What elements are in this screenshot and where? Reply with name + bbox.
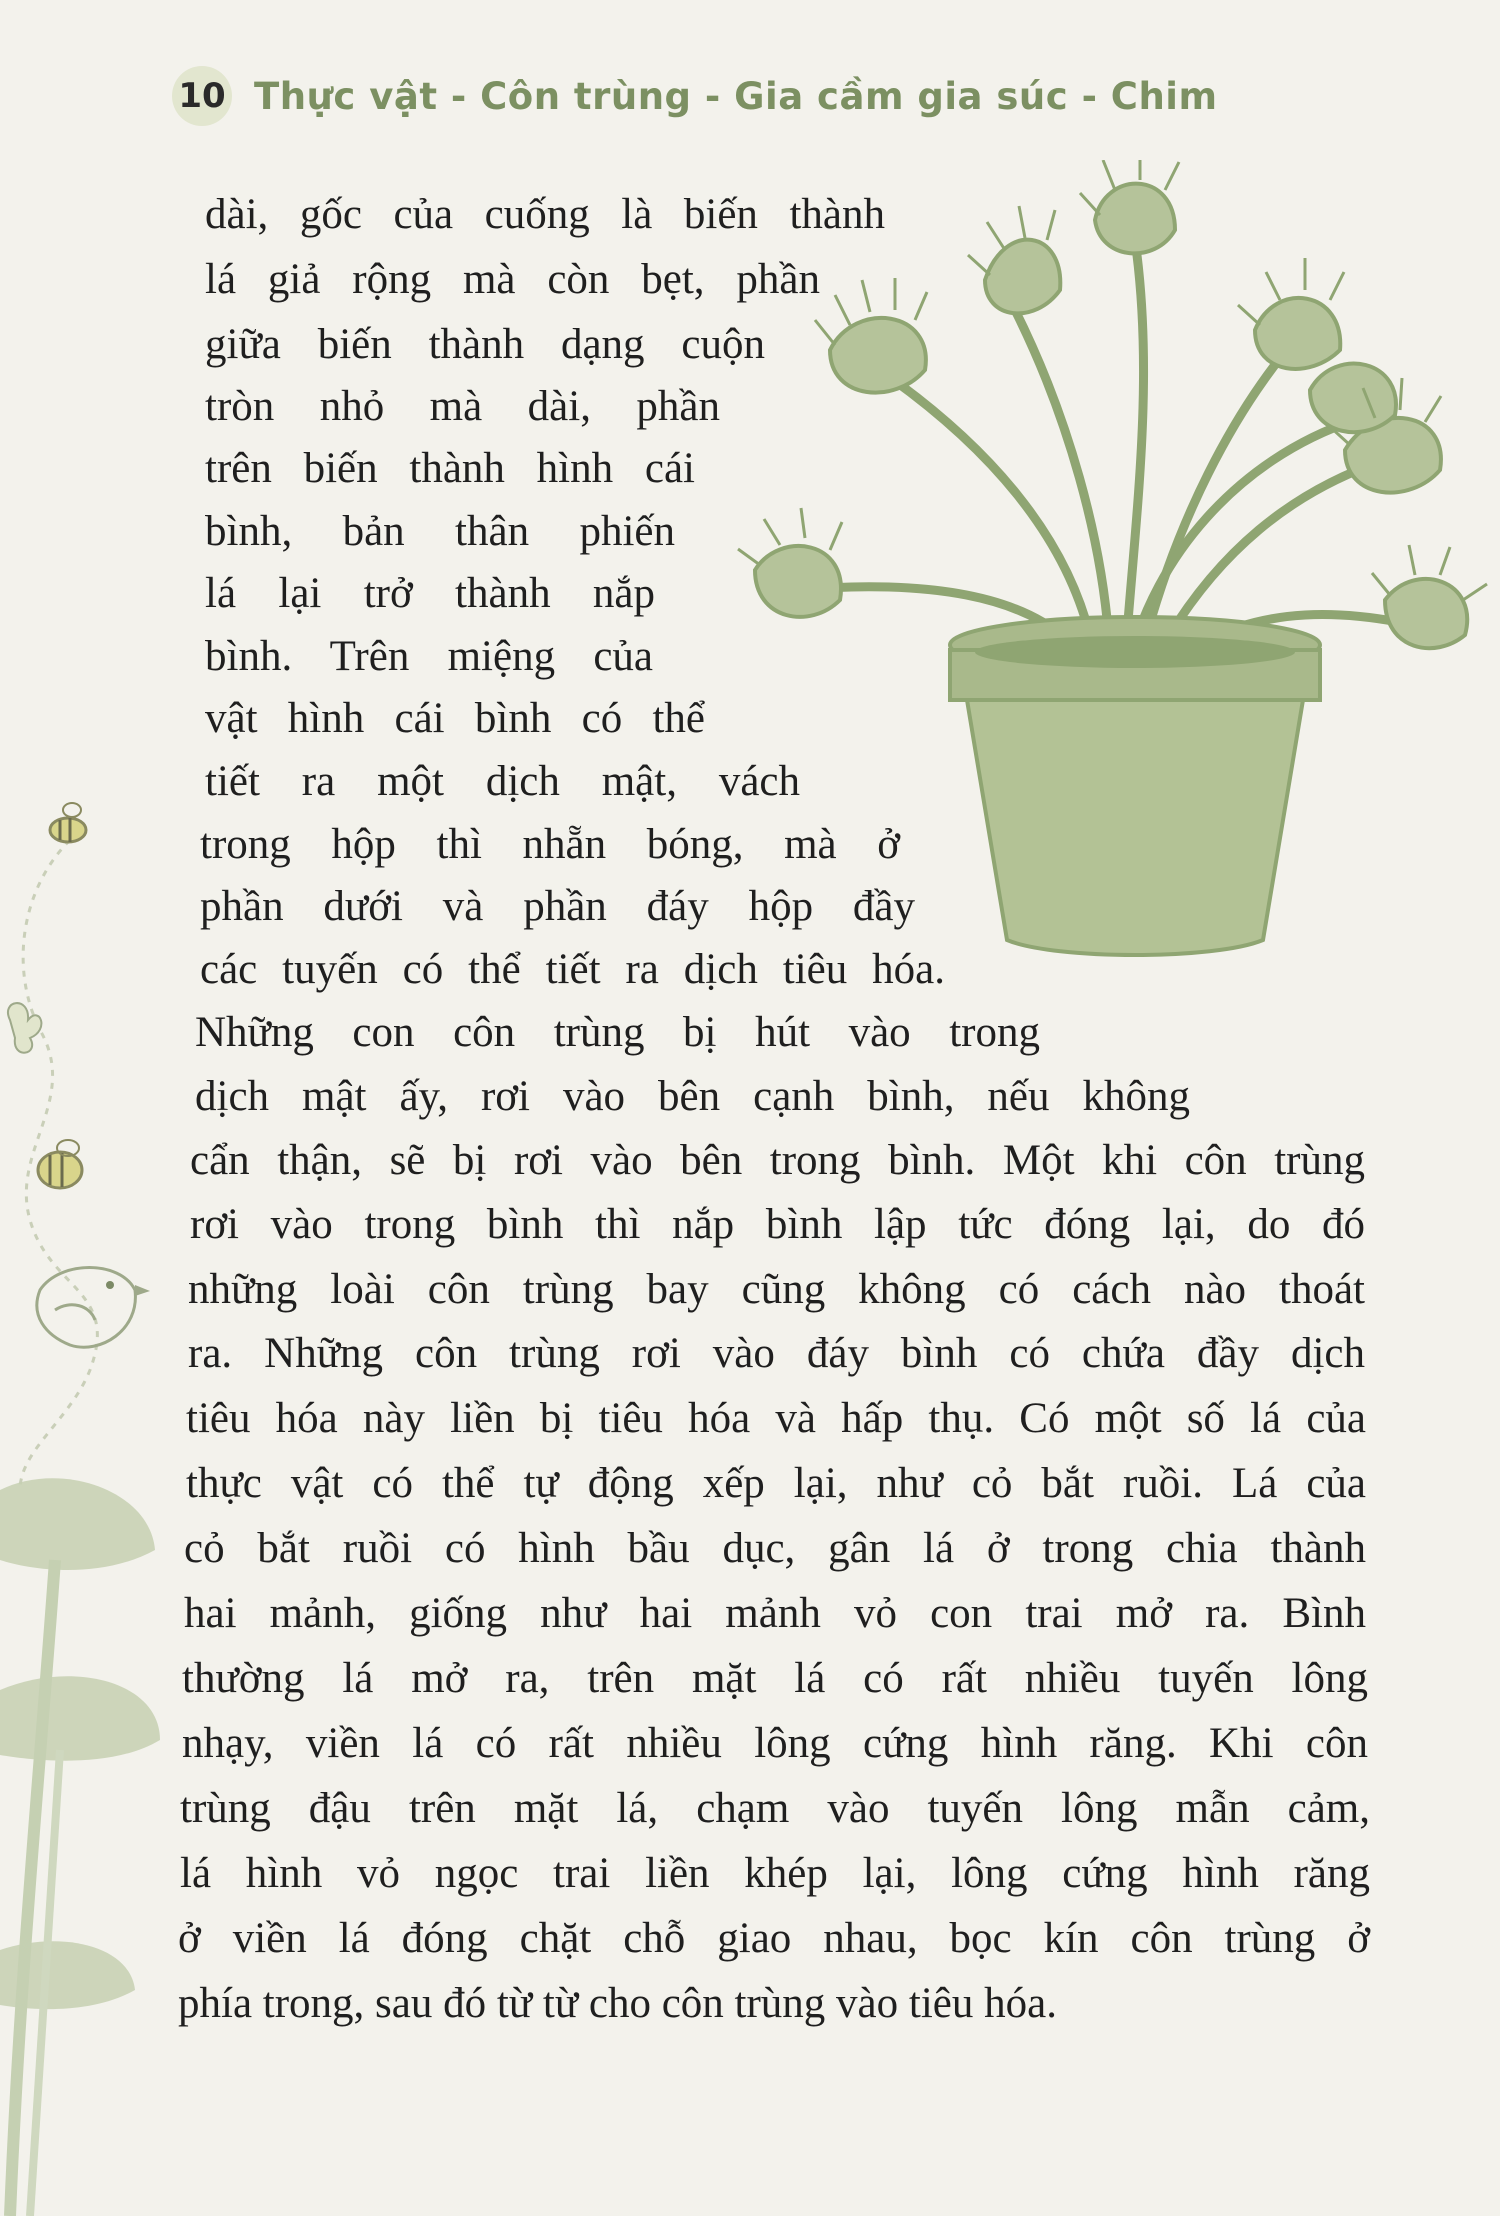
- text-line: hai mảnh, giống như hai mảnh vỏ con trai mở ra. Bình: [184, 1590, 1366, 1637]
- text-line: bình, bản thân phiến: [205, 508, 675, 555]
- text-line: giữa biến thành dạng cuộn: [205, 321, 765, 368]
- bird-icon: [37, 1268, 150, 1348]
- text-line: ở viền lá đóng chặt chỗ giao nhau, bọc kín côn trùng ở: [178, 1915, 1370, 1962]
- text-line: Những con côn trùng bị hút vào trong: [195, 1009, 1040, 1056]
- running-title: Thực vật - Côn trùng - Gia cầm gia súc - Chim: [254, 74, 1218, 118]
- text-line: phía trong, sau đó từ từ cho côn trùng vào tiêu hóa.: [178, 1980, 1057, 2027]
- text-line: trùng đậu trên mặt lá, chạm vào tuyến lông mẫn cảm,: [180, 1785, 1370, 1832]
- text-line: ra. Những côn trùng rơi vào đáy bình có chứa đầy dịch: [188, 1330, 1365, 1377]
- text-line: trên biến thành hình cái: [205, 445, 695, 492]
- mushroom-icon: [0, 1478, 160, 2216]
- bee-icon: [38, 1140, 82, 1188]
- margin-decoration: [0, 770, 170, 2216]
- text-line: trong hộp thì nhẵn bóng, mà ở: [200, 821, 900, 868]
- text-line: dài, gốc của cuống là biến thành: [205, 191, 885, 238]
- text-line: cẩn thận, sẽ bị rơi vào bên trong bình. Một khi côn trùng: [190, 1137, 1365, 1184]
- text-line: những loài côn trùng bay cũng không có cách nào thoát: [188, 1266, 1365, 1313]
- text-line: lá giả rộng mà còn bẹt, phần: [205, 256, 820, 303]
- text-line: các tuyến có thể tiết ra dịch tiêu hóa.: [200, 946, 945, 993]
- text-line: tiết ra một dịch mật, vách: [205, 758, 800, 805]
- page-header: [172, 66, 1218, 126]
- text-line: nhạy, viền lá có rất nhiều lông cứng hình răng. Khi côn: [182, 1720, 1368, 1767]
- text-line: tròn nhỏ mà dài, phần: [205, 383, 720, 430]
- text-line: phần dưới và phần đáy hộp đầy: [200, 883, 915, 930]
- text-line: lá lại trở thành nắp: [205, 570, 655, 617]
- text-line: rơi vào trong bình thì nắp bình lập tức đóng lại, do đó: [190, 1201, 1365, 1248]
- bee-icon: [50, 803, 86, 842]
- text-line: lá hình vỏ ngọc trai liền khép lại, lông cứng hình răng: [180, 1850, 1370, 1897]
- text-line: vật hình cái bình có thể: [205, 695, 705, 742]
- text-line: cỏ bắt ruồi có hình bầu dục, gân lá ở trong chia thành: [184, 1525, 1366, 1572]
- page-number: 10: [172, 66, 232, 126]
- butterfly-icon: [8, 1003, 41, 1053]
- text-line: thường lá mở ra, trên mặt lá có rất nhiều tuyến lông: [182, 1655, 1368, 1702]
- text-line: thực vật có thể tự động xếp lại, như cỏ bắt ruồi. Lá của: [186, 1460, 1366, 1507]
- text-line: tiêu hóa này liền bị tiêu hóa và hấp thụ. Có một số lá của: [186, 1395, 1366, 1442]
- text-line: bình. Trên miệng của: [205, 633, 653, 680]
- text-line: dịch mật ấy, rơi vào bên cạnh bình, nếu không: [195, 1073, 1190, 1120]
